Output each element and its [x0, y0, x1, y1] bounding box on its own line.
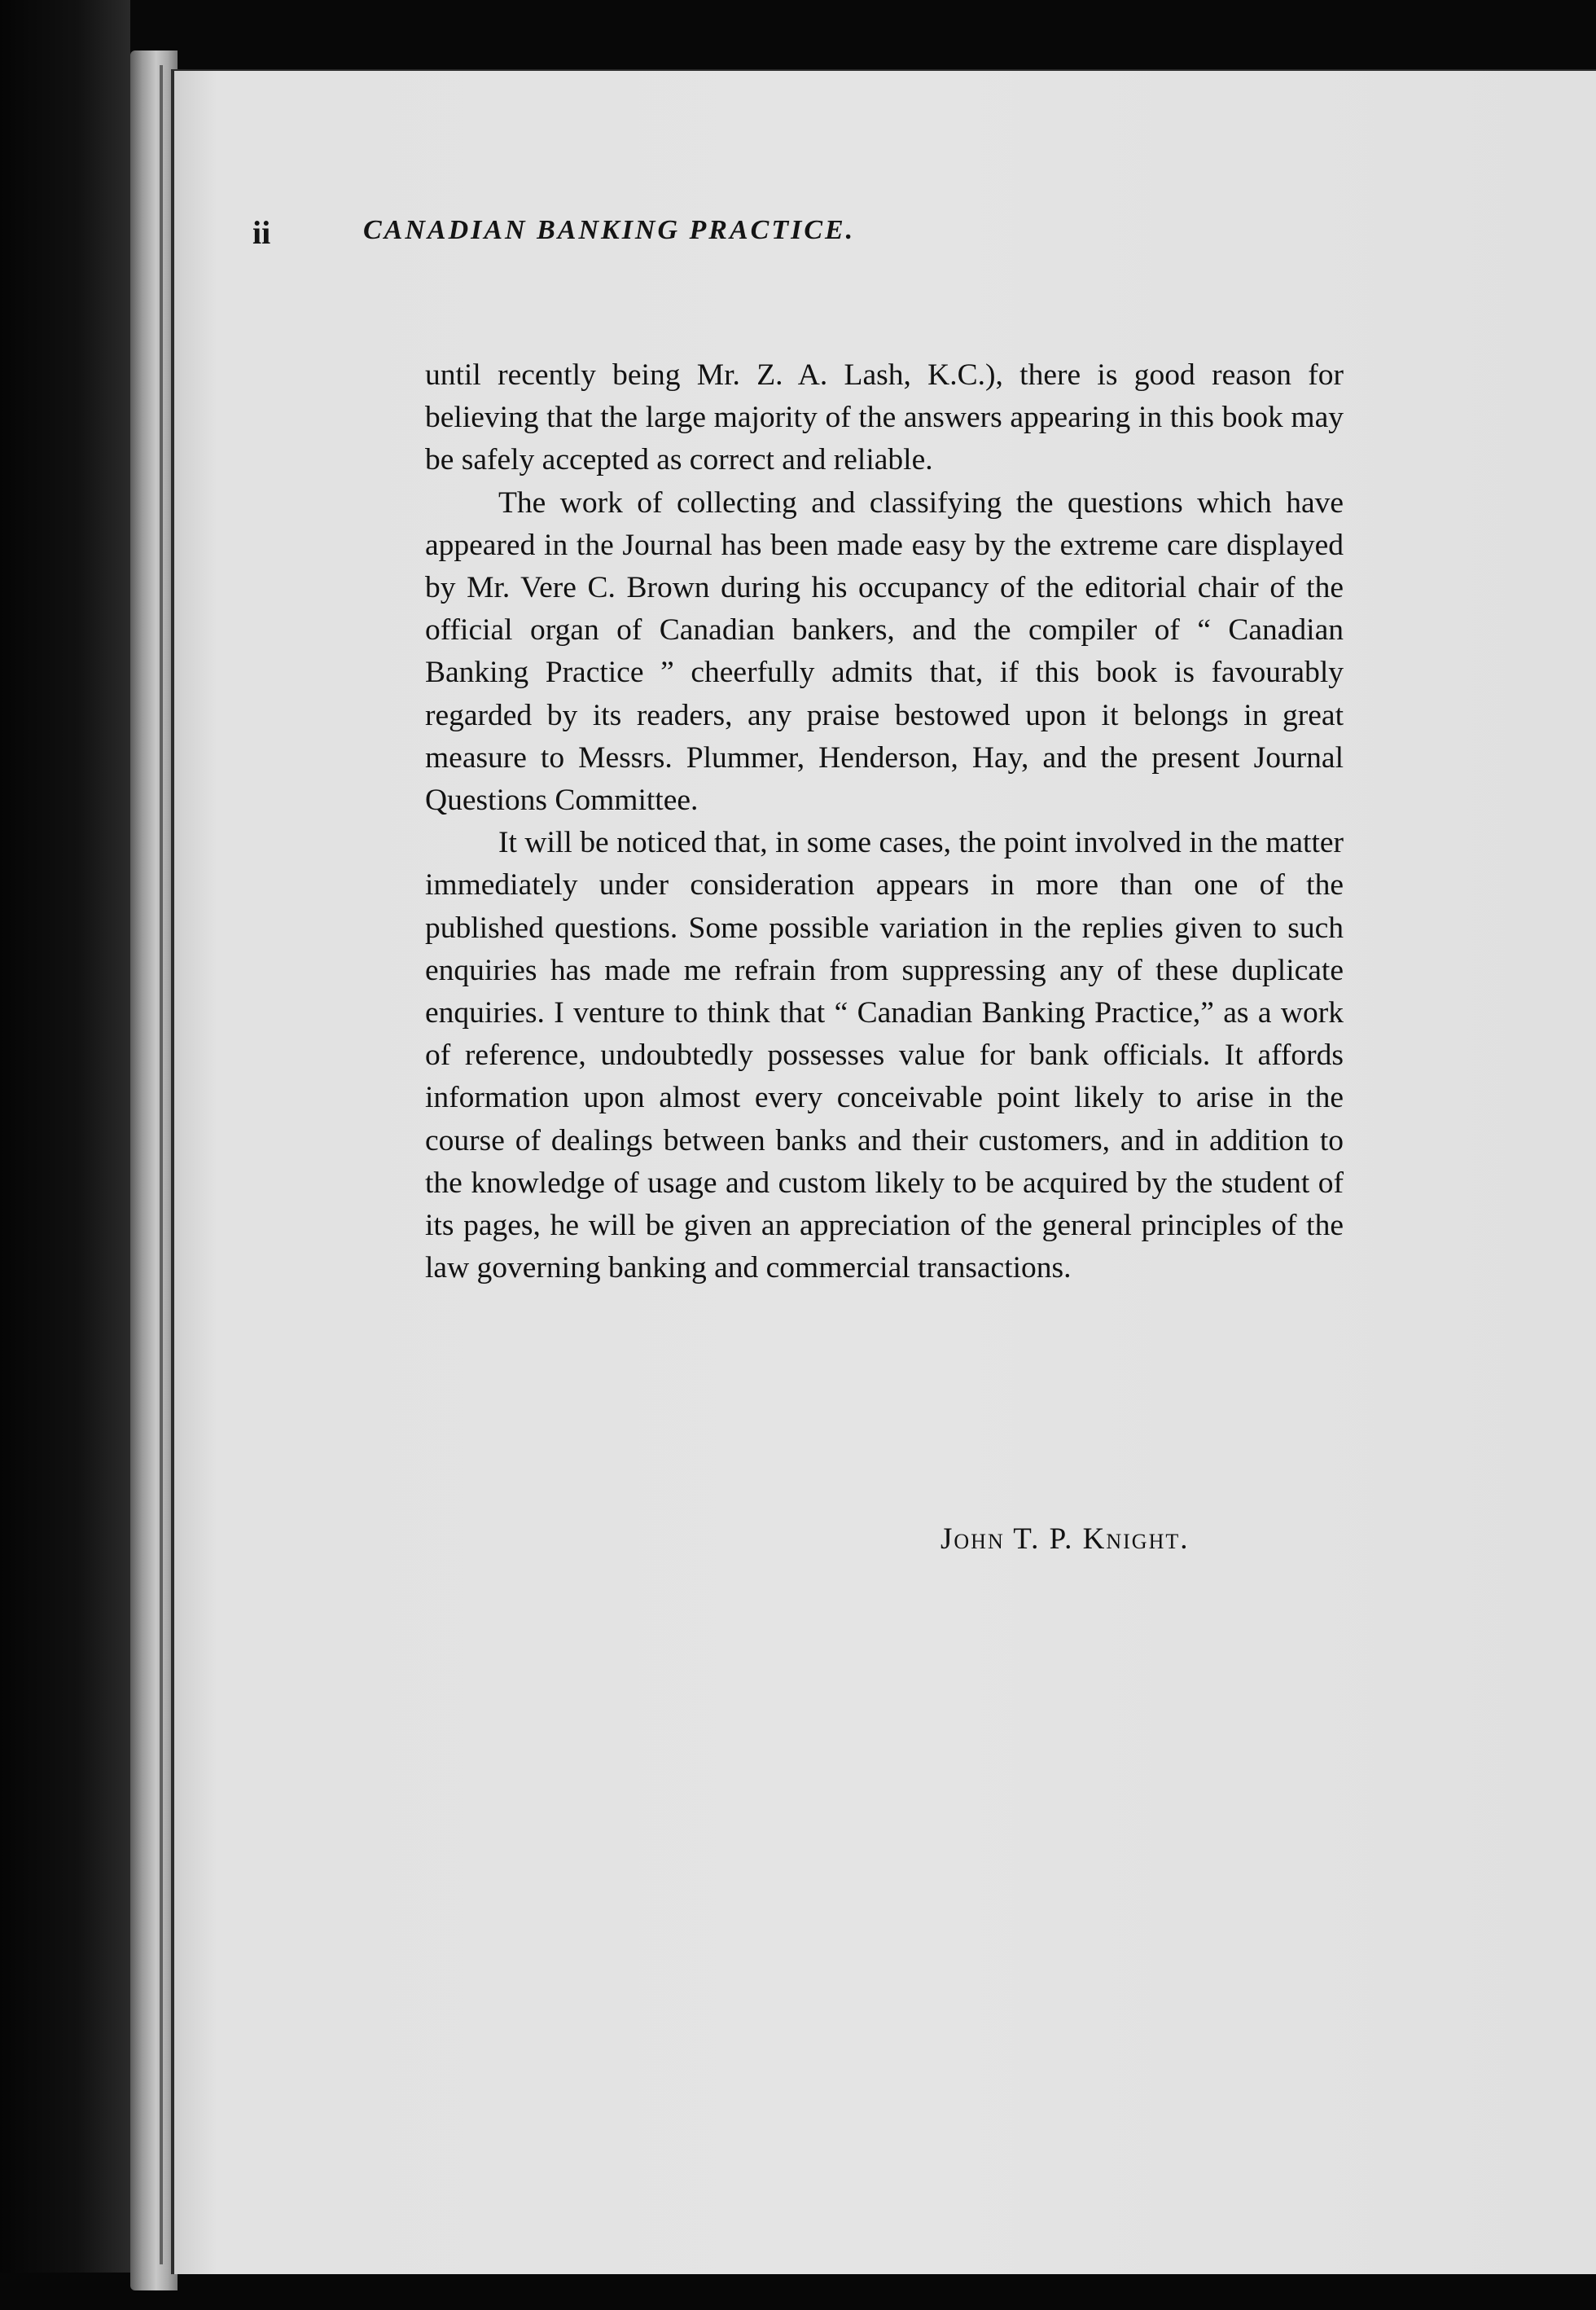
running-head	[252, 213, 1132, 262]
author-signature: John T. P. Knight.	[940, 1522, 1190, 1556]
paragraph: It will be noticed that, in some cases, the point involved in the matter immediately under consideration appears in more than one of the published questions. Some possible variation in the replies given to such enquiries has made me refrain from suppressing any of these duplicate enquiries. I venture to think that “ Canadian Banking Practice,” as a work of reference, undoubtedly possesses value for bank officials. It affords information upon almost every conceivable point likely to arise in the course of dealings between banks and their customers, and in addition to the knowledge of usage and custom likely to be acquired by the student of its pages, he will be given an appreciation of the general principles of the law governing banking and commercial transactions.	[425, 826, 1344, 1285]
page-number: ii	[252, 214, 271, 251]
scan-border-bottom	[0, 2273, 1596, 2310]
paragraph-continued: until recently being Mr. Z. A. Lash, K.C.), there is good reason for believing that the large majority of the answers appearing in this book may be safely accepted as correct and reliable.	[425, 358, 1344, 477]
paragraph: The work of collecting and classifying the questions which have appeared in the Journal has been made easy by the extreme care displayed by Mr. Vere C. Brown during his occupancy of the editorial chair of the official organ of Canadian bankers, and the compiler of “ Canadian Banking Practice ” cheerfully admits that, if this book is favourably regarded by its readers, any praise bestowed upon it belongs in great measure to Messrs. Plummer, Henderson, Hay, and the present Journal Questions Committee.	[425, 485, 1344, 818]
scan-border-left	[0, 0, 130, 2310]
book-edge-shadow	[160, 65, 163, 2264]
scan-border-top	[0, 0, 1596, 73]
running-head-title: CANADIAN BANKING PRACTICE.	[363, 215, 856, 245]
body-text	[425, 354, 1344, 1289]
